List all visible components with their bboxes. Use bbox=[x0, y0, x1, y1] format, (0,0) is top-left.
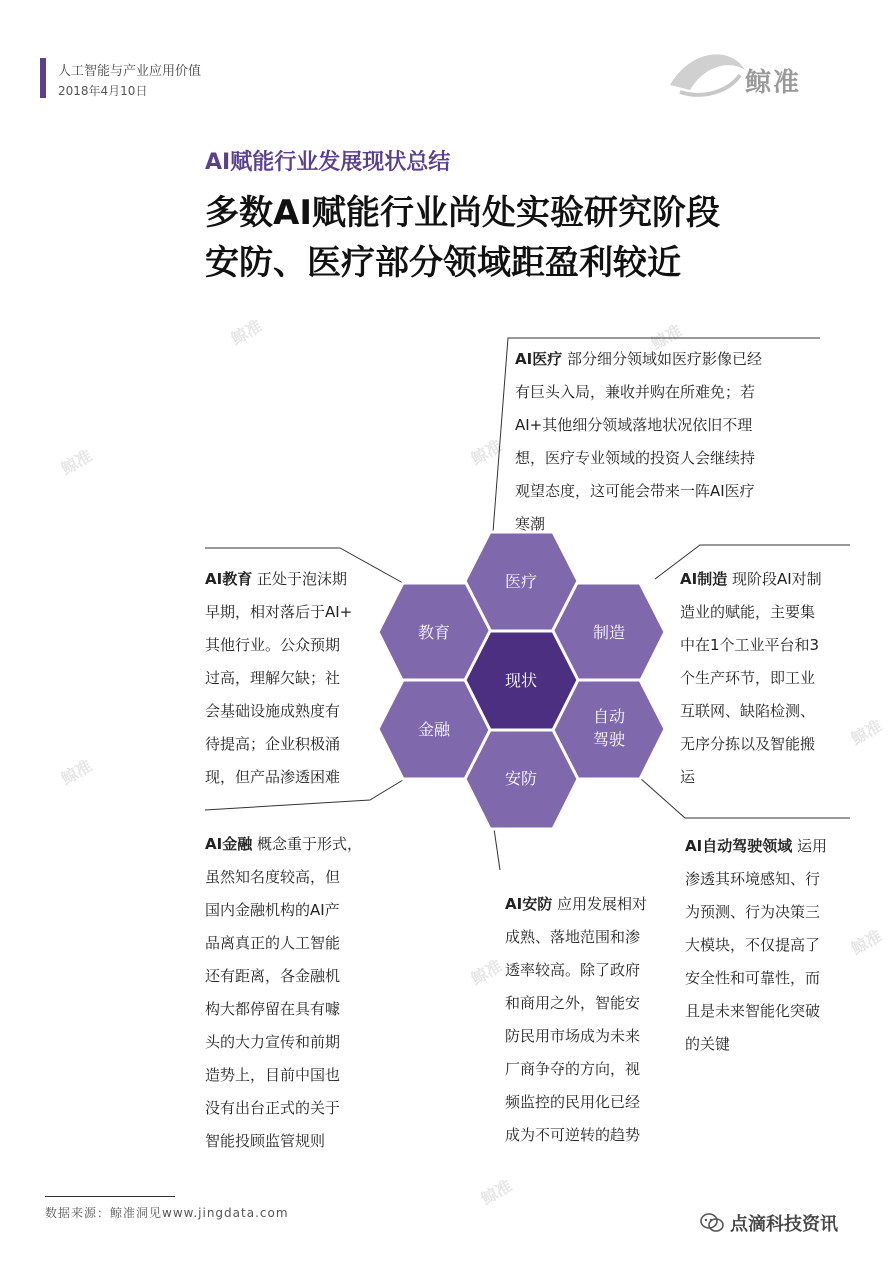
block-finance-line: 概念重于形式， bbox=[256, 835, 362, 853]
section-title: AI赋能行业发展现状总结 bbox=[205, 150, 451, 175]
block-finance-line: 还有距离，各金融机 bbox=[205, 967, 341, 985]
hexagon-medical-label: 医疗 bbox=[504, 572, 538, 591]
block-education-line: 正处于泡沫期 bbox=[256, 570, 347, 588]
block-education-label: AI教育 bbox=[205, 570, 253, 588]
block-manufacturing-line: 无序分拣以及智能搬 bbox=[680, 735, 816, 753]
block-medical-line: 有巨头入局，兼收并购在所难免；若 bbox=[515, 383, 756, 401]
hexagon-autodrive-label-1: 自动 bbox=[592, 707, 626, 726]
hexagon-finance-label: 金融 bbox=[417, 720, 451, 739]
hexagon-manufacturing-label: 制造 bbox=[592, 623, 626, 642]
block-medical-label: AI医疗 bbox=[515, 350, 563, 368]
wechat-icon bbox=[700, 1212, 724, 1234]
block-manufacturing-line: 中在1个工业平台和3 bbox=[680, 636, 820, 654]
hexagon-education-label: 教育 bbox=[417, 623, 451, 642]
block-finance-line: 国内金融机构的AI产 bbox=[205, 901, 340, 919]
block-education-line: 会基础设施成熟度有 bbox=[205, 702, 341, 720]
block-security-line: 厂商争夺的方向，视 bbox=[505, 1060, 641, 1078]
logo-text: 鲸准 bbox=[745, 68, 802, 98]
block-security bbox=[505, 888, 647, 1152]
block-education bbox=[205, 563, 352, 794]
block-security-line: 防民用市场成为未来 bbox=[505, 1027, 641, 1045]
watermark: 鲸准 bbox=[847, 716, 886, 749]
block-finance-line: 头的大力宣传和前期 bbox=[205, 1033, 341, 1051]
block-medical-line: 寒潮 bbox=[515, 515, 546, 533]
block-finance-line: 构大都停留在具有噱 bbox=[205, 1000, 341, 1018]
wechat-account-name: 点滴科技资讯 bbox=[730, 1214, 838, 1235]
block-medical-line: 观望态度，这可能会带来一阵AI医疗 bbox=[515, 482, 755, 500]
block-education-line: 早期，相对落后于AI+ bbox=[205, 603, 353, 621]
wechat-signature bbox=[700, 1210, 838, 1236]
block-finance-line: 品离真正的人工智能 bbox=[205, 934, 341, 952]
block-autodrive-line: 大模块，不仅提高了 bbox=[685, 936, 821, 954]
block-education-line: 过高，理解欠缺；社 bbox=[205, 669, 341, 687]
block-manufacturing-line: 造业的赋能，主要集 bbox=[680, 603, 816, 621]
block-manufacturing-line: 个生产环节，即工业 bbox=[680, 669, 816, 687]
block-education-line: 现，但产品渗透困难 bbox=[205, 768, 341, 786]
block-autodrive-line: 且是未来智能化突破 bbox=[685, 1002, 821, 1020]
source-divider bbox=[45, 1196, 175, 1197]
block-finance-line: 智能投顾监管规则 bbox=[205, 1132, 326, 1150]
block-security-line: 成为不可逆转的趋势 bbox=[505, 1126, 641, 1144]
block-autodrive-line: 运用 bbox=[796, 837, 827, 855]
block-security-line: 应用发展相对 bbox=[556, 895, 647, 913]
block-finance-line: 造势上，目前中国也 bbox=[205, 1066, 341, 1084]
block-medical-line: 想，医疗专业领域的投资人会继续持 bbox=[515, 449, 756, 467]
watermark: 鲸准 bbox=[57, 446, 96, 479]
block-finance-line: 没有出台正式的关于 bbox=[205, 1099, 341, 1117]
report-date: 2018年4月10日 bbox=[58, 84, 148, 98]
block-security-line: 透率较高。除了政府 bbox=[505, 961, 641, 979]
watermark: 鲸准 bbox=[227, 316, 266, 349]
block-security-line: 成熟、落地范围和渗 bbox=[505, 928, 641, 946]
block-medical-line: 部分细分领域如医疗影像已经 bbox=[566, 350, 762, 368]
hexagon-center-label: 现状 bbox=[504, 671, 538, 690]
block-medical-line: AI+其他细分领域落地状况依旧不理 bbox=[515, 416, 753, 434]
block-finance-line: 虽然知名度较高，但 bbox=[205, 868, 341, 886]
block-manufacturing-line: 运 bbox=[680, 768, 696, 786]
block-medical bbox=[515, 343, 762, 541]
block-autodrive-line: 安全性和可靠性，而 bbox=[685, 969, 821, 987]
watermark: 鲸准 bbox=[467, 436, 506, 469]
block-autodrive-line: 渗透其环境感知、行 bbox=[685, 870, 821, 888]
block-manufacturing-label: AI制造 bbox=[680, 570, 728, 588]
hexagon-autodrive-label-2: 驾驶 bbox=[592, 730, 626, 749]
watermark: 鲸准 bbox=[847, 926, 886, 959]
watermark: 鲸准 bbox=[477, 1176, 516, 1209]
main-title-line2: 安防、医疗部分领域距盈利较近 bbox=[205, 243, 681, 283]
hexagon-security-label: 安防 bbox=[504, 769, 538, 788]
block-education-line: 待提高；企业积极涌 bbox=[205, 735, 341, 753]
block-autodrive bbox=[685, 830, 827, 1061]
block-autodrive-label: AI自动驾驶领域 bbox=[685, 837, 793, 855]
block-manufacturing-line: 现阶段AI对制 bbox=[731, 570, 822, 588]
watermark: 鲸准 bbox=[57, 756, 96, 789]
block-security-line: 和商用之外，智能安 bbox=[505, 994, 641, 1012]
watermark: 鲸准 bbox=[647, 321, 686, 354]
report-title: 人工智能与产业应用价值 bbox=[58, 64, 202, 79]
block-security-label: AI安防 bbox=[505, 895, 553, 913]
block-autodrive-line: 的关键 bbox=[685, 1035, 731, 1053]
watermark: 鲸准 bbox=[467, 956, 506, 989]
block-finance bbox=[205, 828, 362, 1158]
main-title-line1: 多数AI赋能行业尚处实验研究阶段 bbox=[205, 193, 720, 233]
data-source: 数据来源：鲸准洞见www.jingdata.com bbox=[45, 1206, 289, 1220]
block-manufacturing-line: 互联网、缺陷检测、 bbox=[680, 702, 816, 720]
block-security-line: 频监控的民用化已经 bbox=[505, 1093, 641, 1111]
block-education-line: 其他行业。公众预期 bbox=[205, 636, 341, 654]
block-manufacturing bbox=[680, 563, 822, 794]
block-autodrive-line: 为预测、行为决策三 bbox=[685, 903, 821, 921]
block-finance-label: AI金融 bbox=[205, 835, 253, 853]
